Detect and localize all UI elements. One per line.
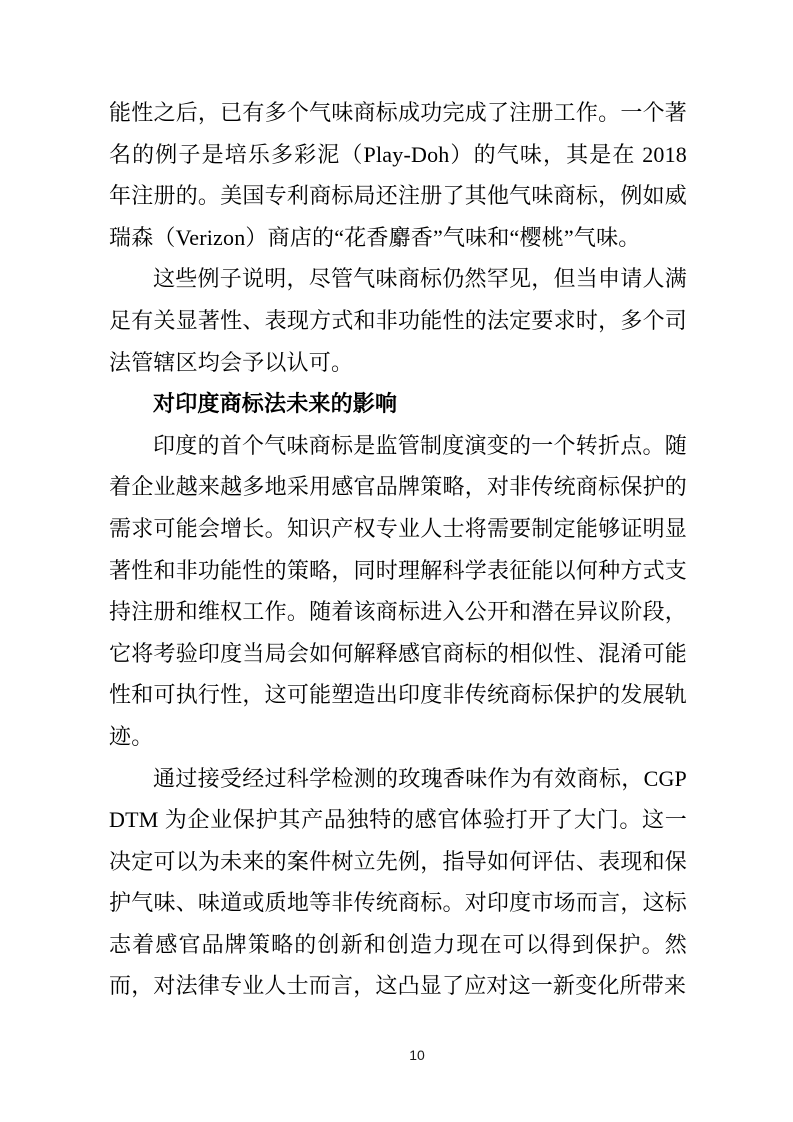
page-number: 10: [409, 1047, 425, 1063]
paragraph: 能性之后，已有多个气味商标成功完成了注册工作。一个著名的例子是培乐多彩泥（Play-Doh）的气味，其是在 2018 年注册的。美国专利商标局还注册了其他气味商标，例如威瑞森（Verizon）商店的“花香麝香”气味和“樱桃”气味。: [109, 100, 687, 250]
page-footer: [0, 1046, 793, 1070]
paragraph: 印度的首个气味商标是监管制度演变的一个转折点。随着企业越来越多地采用感官品牌策略，对非传统商标保护的需求可能会增长。知识产权专业人士将需要制定能够证明显著性和非功能性的策略，同时理解科学表征能以何种方式支持注册和维权工作。随着该商标进入公开和潜在异议阶段，它将考验印度当局会如何解释感官商标的相似性、混淆可能性和可执行性，这可能塑造出印度非传统商标保护的发展轨迹。: [109, 432, 687, 749]
paragraph: 通过接受经过科学检测的玫瑰香味作为有效商标，CGPDTM 为企业保护其产品独特的感官体验打开了大门。这一决定可以为未来的案件树立先例，指导如何评估、表现和保护气味、味道或质地等非传统商标。对印度市场而言，这标志着感官品牌策略的创新和创造力现在可以得到保护。然而，对法律专业人士而言，这凸显了应对这一新变化所带来: [109, 765, 687, 999]
section-heading: 对印度商标法未来的影响: [153, 391, 398, 417]
document-body: [109, 92, 687, 1007]
paragraph: 这些例子说明，尽管气味商标仍然罕见，但当申请人满足有关显著性、表现方式和非功能性的法定要求时，多个司法管辖区均会予以认可。: [109, 266, 687, 375]
